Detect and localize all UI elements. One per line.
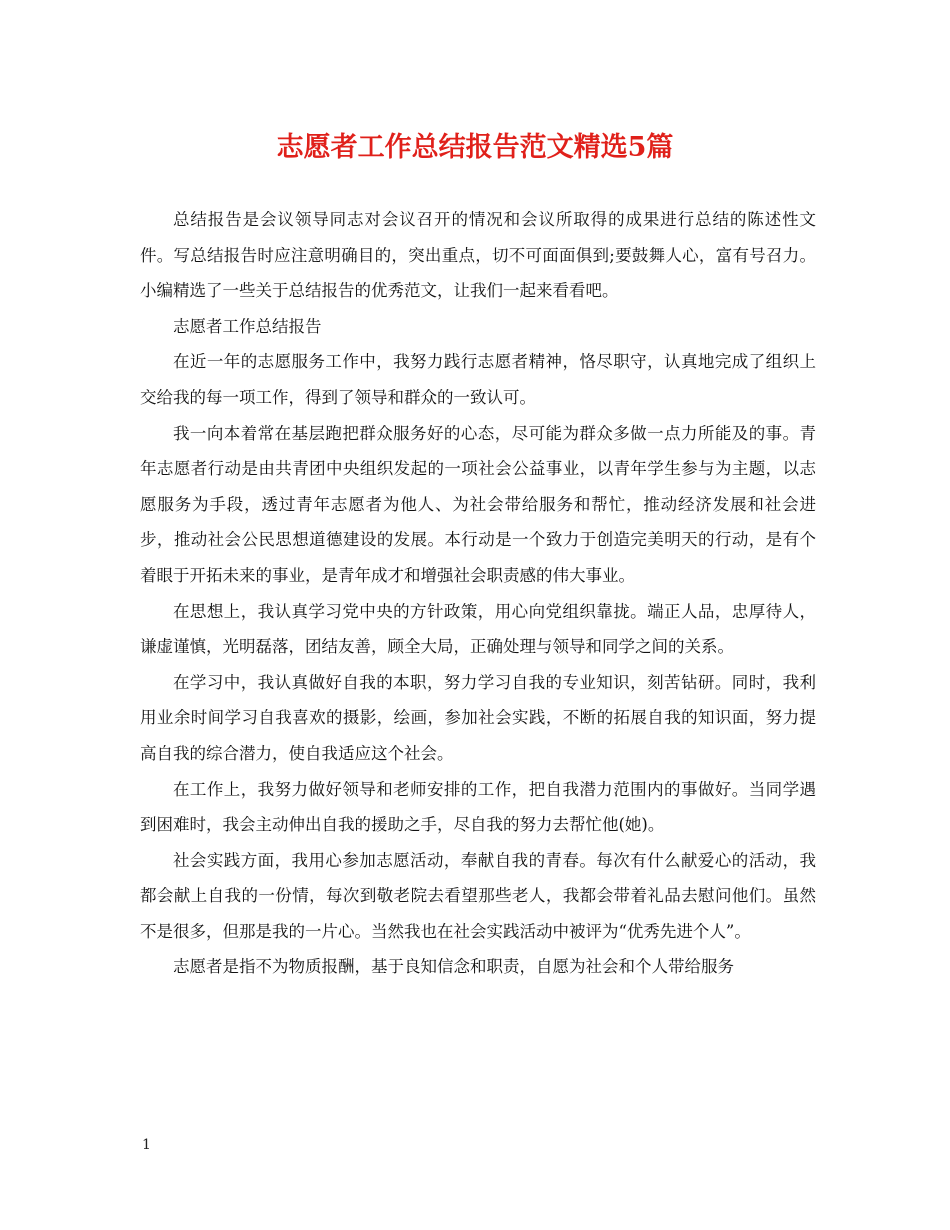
paragraph-1: 在近一年的志愿服务工作中，我努力践行志愿者精神，恪尽职守，认真地完成了组织上交给我的每一项工作，得到了领导和群众的一致认可。 (140, 352, 816, 407)
paragraph-2: 我一向本着常在基层跑把群众服务好的心态，尽可能为群众多做一点力所能及的事。青年志愿者行动是由共青团中央组织发起的一项社会公益事业，以青年学生参与为主题，以志愿服务为手段，透过青年志愿者为他人、为社会带给服务和帮忙，推动经济发展和社会进步，推动社会公民思想道德建设的发展。本行动是一个致力于创造完美明天的行动，是有个着眼于开拓未来的事业，是青年成才和增强社会职责感的伟大事业。 (140, 423, 816, 585)
page-number: 1 (142, 1137, 151, 1153)
document-title: 志愿者工作总结报告范文精选5篇 (276, 132, 674, 163)
paragraph-4: 在学习中，我认真做好自我的本职，努力学习自我的专业知识，刻苦钻研。同时，我利用业余时间学习自我喜欢的摄影，绘画，参加社会实践，不断的拓展自我的知识面，努力提高自我的综合潜力，使自我适应这个社会。 (140, 672, 816, 763)
paragraph-5: 在工作上，我努力做好领导和老师安排的工作，把自我潜力范围内的事做好。当同学遇到困难时，我会主动伸出自我的援助之手，尽自我的努力去帮忙他(她)。 (140, 779, 816, 835)
paragraph-6: 社会实践方面，我用心参加志愿活动，奉献自我的青春。每次有什么献爱心的活动，我都会献上自我的一份情，每次到敬老院去看望那些老人，我都会带着礼品去慰问他们。虽然不是很多，但那是我的一片心。当然我也在社会实践活动中被评为“优秀先进个人”。 (140, 850, 816, 941)
paragraph-intro: 总结报告是会议领导同志对会议召开的情况和会议所取得的成果进行总结的陈述性文件。写总结报告时应注意明确目的，突出重点，切不可面面俱到;要鼓舞人心，富有号召力。小编精选了一些关于总结报告的优秀范文，让我们一起来看看吧。 (140, 210, 816, 301)
paragraph-subheading: 志愿者工作总结报告 (173, 316, 322, 336)
document-body (140, 202, 816, 985)
paragraph-3: 在思想上，我认真学习党中央的方针政策，用心向党组织靠拢。端正人品，忠厚待人，谦虚谨慎，光明磊落，团结友善，顾全大局，正确处理与领导和同学之间的关系。 (140, 601, 816, 657)
paragraph-7: 志愿者是指不为物质报酬，基于良知信念和职责，自愿为社会和个人带给服务 (173, 957, 734, 977)
